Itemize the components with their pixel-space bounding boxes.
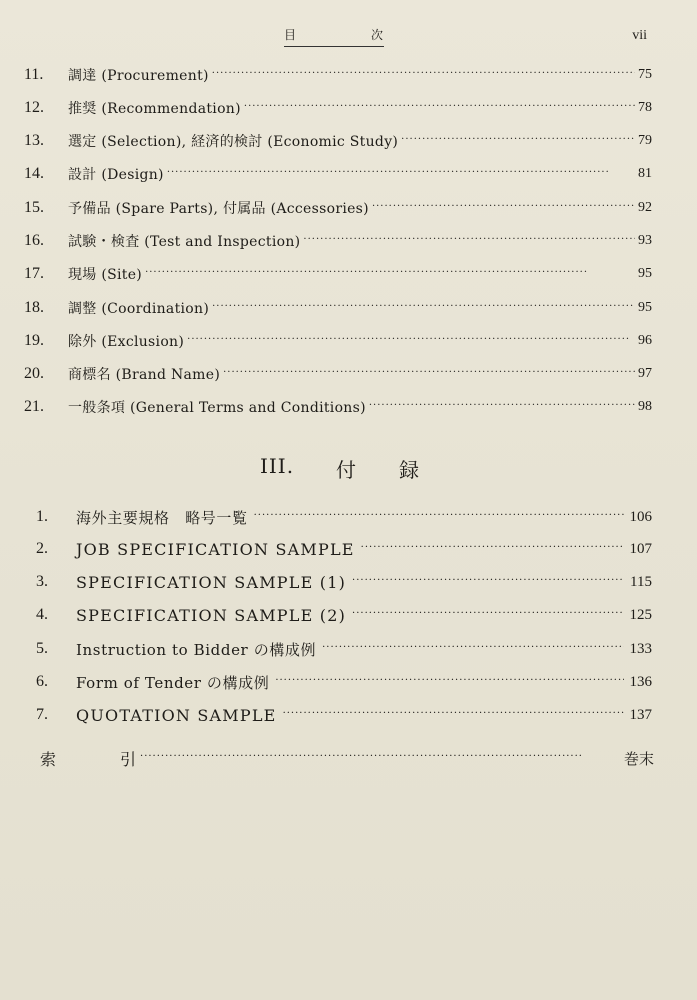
toc-entry[interactable] — [24, 129, 652, 153]
index-label-char-1: 索 — [40, 749, 57, 769]
toc-entry-page: 95 — [638, 266, 652, 281]
toc-entry[interactable] — [24, 162, 652, 186]
toc-entry-number: 11. — [24, 66, 44, 83]
header-title-char-1: 目 — [284, 28, 298, 42]
appendix-entry-title: SPECIFICATION SAMPLE (2) — [76, 605, 347, 625]
section-title-char-2: 録 — [399, 458, 420, 482]
toc-entry-title: 現場 (Site) — [68, 267, 143, 283]
appendix-entry-title: Form of Tender の構成例 — [76, 673, 270, 692]
running-header — [284, 26, 384, 47]
appendix-entry-page: 107 — [629, 540, 652, 557]
appendix-entry-page: 136 — [629, 673, 652, 690]
toc-entry-page: 78 — [638, 100, 652, 115]
appendix-entry-title: Instruction to Bidder の構成例 — [76, 640, 317, 659]
toc-entry[interactable] — [24, 296, 652, 320]
toc-entry[interactable] — [24, 229, 652, 253]
toc-entry-number: 18. — [24, 299, 44, 316]
toc-entry-page: 96 — [638, 333, 652, 348]
appendix-entry[interactable] — [36, 569, 652, 595]
leader-dots — [322, 642, 623, 656]
leader-dots — [145, 267, 635, 281]
appendix-entry-number: 5. — [36, 640, 48, 657]
header-title-char-2: 次 — [370, 28, 384, 42]
appendix-entry-page: 137 — [629, 706, 652, 723]
toc-entry-number: 12. — [24, 99, 44, 116]
leader-dots — [223, 367, 635, 381]
toc-entry[interactable] — [24, 196, 652, 220]
appendix-entry-title: SPECIFICATION SAMPLE (1) — [76, 572, 347, 592]
toc-entry-title: 予備品 (Spare Parts), 付属品 (Accessories) — [68, 201, 369, 217]
leader-dots — [254, 510, 624, 524]
section-heading-appendix — [260, 454, 420, 483]
appendix-entry-page: 125 — [629, 606, 652, 623]
leader-dots — [352, 575, 624, 589]
leader-dots — [187, 334, 635, 348]
leader-dots — [401, 134, 635, 148]
toc-entry-page: 75 — [638, 67, 652, 82]
toc-entry-page: 81 — [638, 166, 652, 181]
appendix-entry-title: JOB SPECIFICATION SAMPLE — [76, 539, 355, 559]
toc-entry-number: 14. — [24, 165, 44, 182]
toc-entry-number: 21. — [24, 398, 44, 415]
toc-entry-title: 調整 (Coordination) — [68, 301, 210, 317]
toc-entry-number: 17. — [24, 265, 44, 282]
appendix-entry[interactable] — [36, 602, 652, 628]
leader-dots — [283, 708, 624, 722]
toc-entry-page: 93 — [638, 233, 652, 248]
toc-entry-title: 試験・検査 (Test and Inspection) — [68, 234, 301, 250]
toc-entry-page: 92 — [638, 200, 652, 215]
toc-entry[interactable] — [24, 329, 652, 353]
leader-dots — [369, 400, 635, 414]
toc-entry[interactable] — [24, 96, 652, 120]
toc-entry[interactable] — [24, 262, 652, 286]
appendix-entry[interactable] — [36, 702, 652, 728]
appendix-entry-number: 7. — [36, 706, 48, 723]
toc-entry-page: 98 — [638, 399, 652, 414]
index-page: 巻末 — [623, 749, 654, 768]
toc-entry-title: 調達 (Procurement) — [68, 68, 209, 84]
appendix-entry-page: 106 — [629, 508, 652, 525]
leader-dots — [212, 301, 635, 315]
toc-entry[interactable] — [24, 362, 652, 386]
toc-entry-title: 商標名 (Brand Name) — [68, 367, 221, 383]
index-entry[interactable] — [40, 745, 654, 771]
toc-entry-number: 15. — [24, 199, 44, 216]
appendix-entry[interactable] — [36, 669, 652, 695]
section-number: III. — [260, 454, 295, 478]
toc-entry-title: 一般条項 (General Terms and Conditions) — [68, 400, 366, 416]
appendix-entry[interactable] — [36, 536, 652, 562]
appendix-entry-title: QUOTATION SAMPLE — [76, 705, 277, 725]
toc-entry-number: 20. — [24, 365, 44, 382]
leader-dots — [361, 542, 624, 556]
leader-dots — [352, 608, 623, 622]
appendix-entry-page: 115 — [630, 573, 652, 590]
toc-entry-title: 推奨 (Recommendation) — [68, 101, 241, 117]
appendix-entry-title: 海外主要規格 略号一覧 — [76, 508, 248, 527]
page-number: vii — [632, 28, 647, 43]
toc-entry-title: 選定 (Selection), 経済的検討 (Economic Study) — [68, 134, 399, 150]
leader-dots — [167, 167, 635, 181]
appendix-entry-number: 3. — [36, 573, 48, 590]
appendix-entry-number: 1. — [36, 508, 48, 525]
leader-dots — [275, 675, 623, 689]
appendix-entry-number: 4. — [36, 606, 48, 623]
appendix-entry[interactable] — [36, 636, 652, 662]
toc-entry[interactable] — [24, 63, 652, 87]
appendix-entry-number: 2. — [36, 540, 48, 557]
toc-entry-page: 97 — [638, 366, 652, 381]
leader-dots — [303, 234, 635, 248]
toc-entry-number: 16. — [24, 232, 44, 249]
appendix-entry-page: 133 — [629, 640, 652, 657]
appendix-entry-number: 6. — [36, 673, 48, 690]
leader-dots — [212, 68, 635, 82]
leader-dots — [244, 101, 635, 115]
toc-entry-title: 設計 (Design) — [68, 167, 164, 183]
section-title-char-1: 付 — [336, 458, 358, 482]
leader-dots — [140, 751, 620, 765]
toc-entry-page: 95 — [638, 300, 652, 315]
toc-entry-number: 19. — [24, 332, 44, 349]
appendix-entry[interactable] — [36, 504, 652, 530]
leader-dots — [372, 201, 635, 215]
index-label-char-2: 引 — [120, 749, 137, 769]
toc-entry-page: 79 — [638, 133, 652, 148]
toc-entry[interactable] — [24, 395, 652, 419]
toc-entry-number: 13. — [24, 132, 44, 149]
toc-entry-title: 除外 (Exclusion) — [68, 334, 185, 350]
